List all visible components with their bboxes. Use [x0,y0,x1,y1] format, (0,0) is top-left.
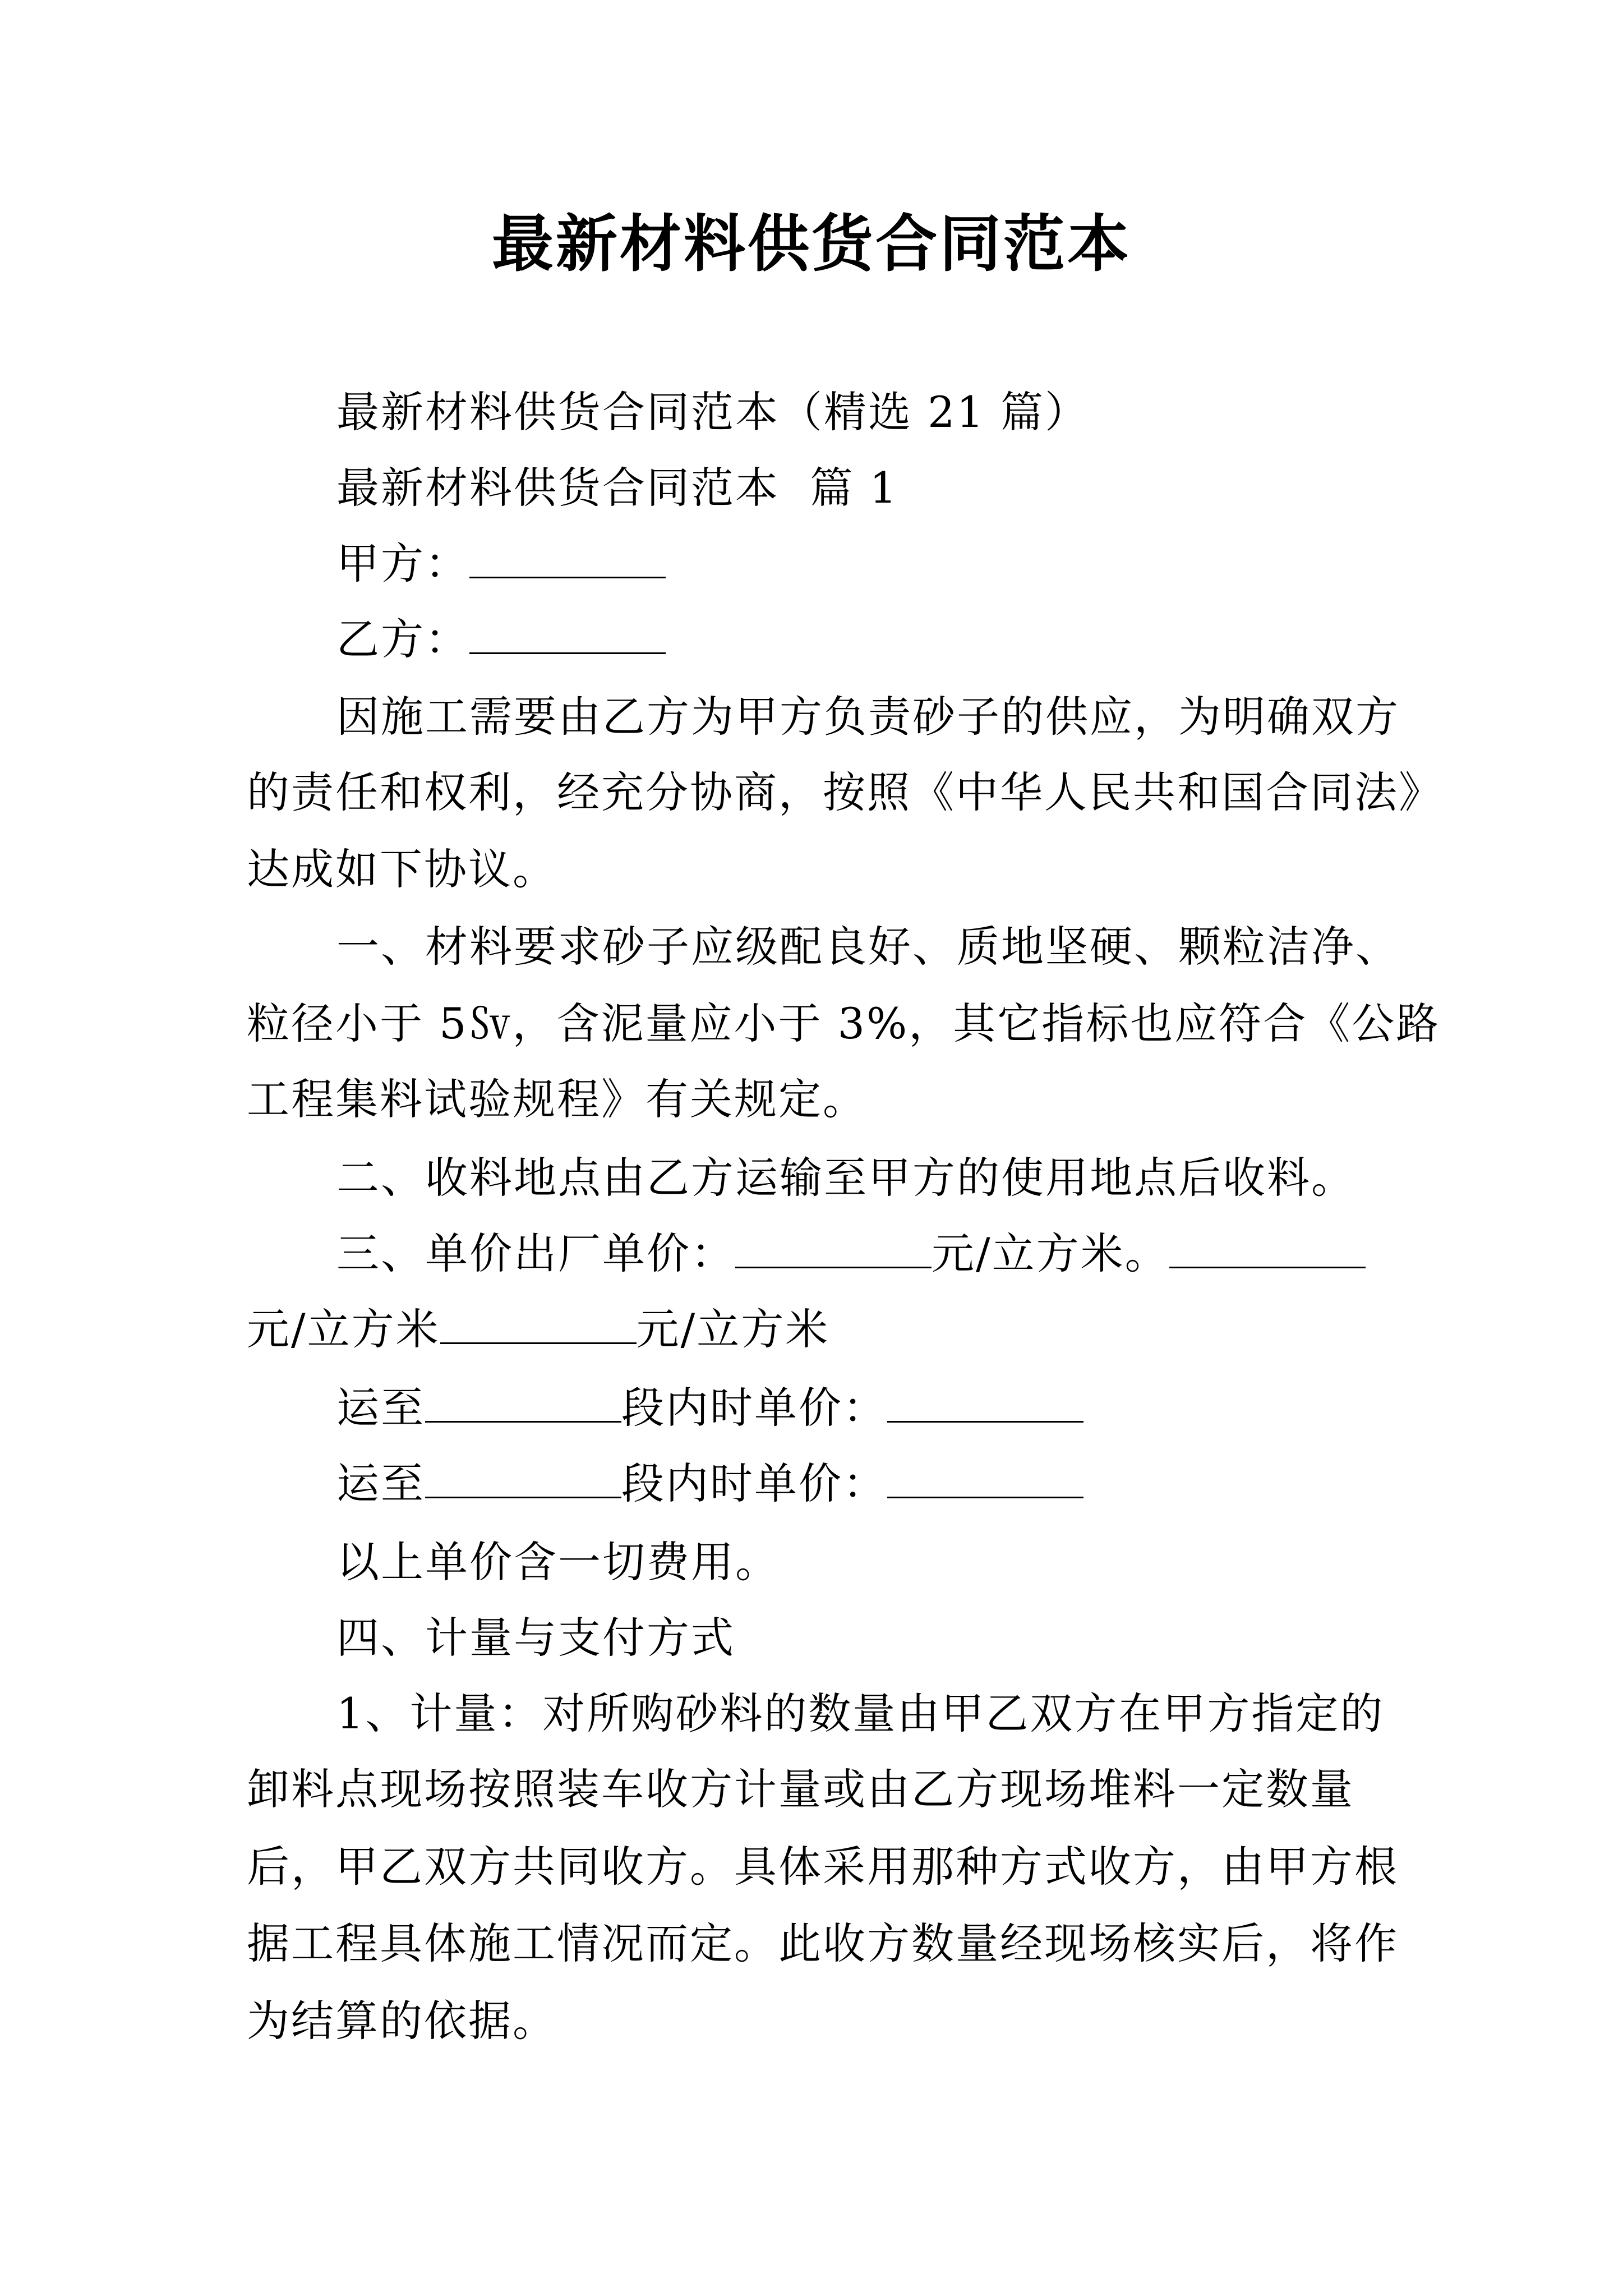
paragraph-line: 一、材料要求砂子应级配良好、质地坚硬、颗粒洁净、 [336,922,1400,972]
party-a-blank [469,537,666,578]
paragraph-line: 达成如下协议。 [247,844,557,894]
delivery-middle: 段内时单价： [621,1458,887,1508]
price-blank [735,1227,932,1268]
clause-heading: 四、计量与支付方式 [336,1613,735,1663]
price-units-line [247,1301,829,1358]
paragraph-line: 以上单价含一切费用。 [336,1537,780,1587]
section-heading: 最新材料供货合同范本 篇 1 [336,463,898,513]
party-a-line [336,536,666,592]
paragraph-line: 后，甲乙双方共同收方。具体采用那种方式收方，由甲方根 [247,1842,1399,1892]
paragraph-line: 粒径小于 5㏜，含泥量应小于 3%，其它指标也应符合《公路 [247,999,1441,1048]
delivery-line [336,1456,1083,1512]
paragraph-line: 的责任和权利，经充分协商，按照《中华人民共和国合同法》 [247,767,1443,817]
document-title: 最新材料供货合同范本 [492,208,1131,280]
paragraph-line: 工程集料试验规程》有关规定。 [247,1074,867,1124]
party-b-label: 乙方： [336,614,469,664]
paragraph-line: 1、计量：对所购砂料的数量由甲乙双方在甲方指定的 [336,1688,1385,1738]
paragraph-line: 据工程具体施工情况而定。此收方数量经现场核实后，将作 [247,1918,1399,1968]
paragraph-line: 二、收料地点由乙方运输至甲方的使用地点后收料。 [336,1153,1355,1203]
price-clause-line [336,1226,1366,1282]
document-subtitle: 最新材料供货合同范本（精选 21 篇） [336,387,1090,437]
delivery-blank [887,1382,1083,1423]
party-b-blank [469,613,666,654]
delivery-blank [887,1457,1083,1498]
paragraph-line: 因施工需要由乙方为甲方负责砂子的供应，为明确双方 [336,692,1400,742]
party-b-line [336,611,666,668]
price-unit: 元/立方米。 [932,1228,1169,1278]
paragraph-line: 为结算的依据。 [247,1996,557,2046]
price-clause-label: 三、单价出厂单价： [336,1228,735,1278]
delivery-prefix: 运至 [336,1458,425,1508]
delivery-blank [425,1457,621,1498]
paragraph-line: 卸料点现场按照装车收方计量或由乙方现场堆料一定数量 [247,1764,1354,1814]
price-unit: 元/立方米 [247,1304,440,1354]
delivery-prefix: 运至 [336,1383,425,1433]
delivery-middle: 段内时单价： [621,1383,887,1433]
price-unit: 元/立方米 [636,1304,830,1354]
party-a-label: 甲方： [336,539,469,588]
delivery-line [336,1380,1083,1436]
price-blank [1169,1227,1366,1268]
price-blank [440,1303,637,1344]
delivery-blank [425,1382,621,1423]
